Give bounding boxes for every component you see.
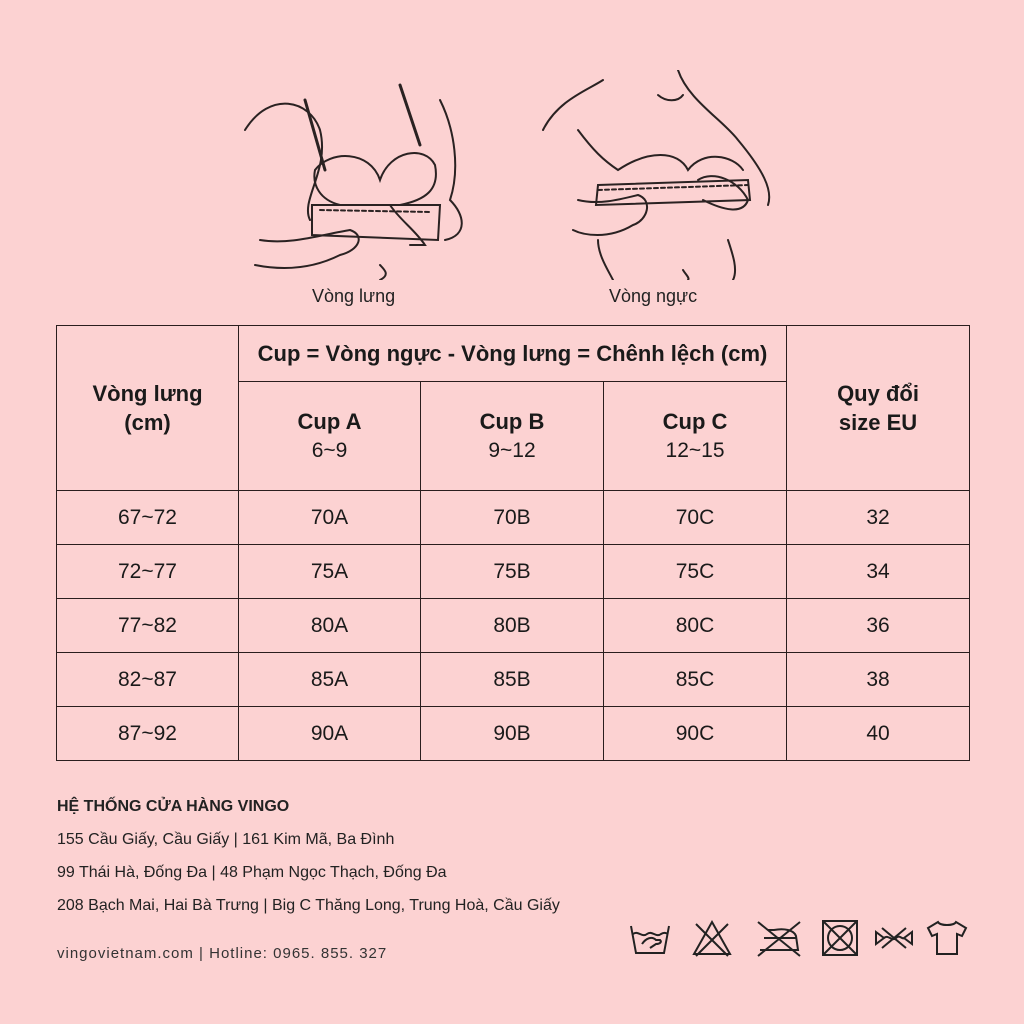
back-size-cell: 87~92 (57, 707, 239, 761)
contact-footer: vingovietnam.com | Hotline: 0965. 855. 327 (57, 945, 388, 962)
cup-b-cell: 75B (421, 545, 604, 599)
no-wring-icon (872, 918, 916, 963)
eu-size-cell: 40 (787, 707, 970, 761)
cup-c-cell: 75C (604, 545, 787, 599)
eu-size-cell: 32 (787, 491, 970, 545)
table-row (57, 653, 970, 707)
cup-c-header (604, 382, 787, 491)
back-size-header-text: Vòng lưng (cm) (92, 381, 203, 435)
table-row (57, 545, 970, 599)
cup-a-cell: 85A (239, 653, 421, 707)
cup-b-cell: 90B (421, 707, 604, 761)
cup-b-cell: 80B (421, 599, 604, 653)
cup-c-cell: 80C (604, 599, 787, 653)
bust-measure-illustration (538, 70, 778, 280)
back-size-cell: 82~87 (57, 653, 239, 707)
cup-a-cell: 75A (239, 545, 421, 599)
back-measure-illustration (240, 70, 480, 280)
table-row (57, 599, 970, 653)
cup-b-range: 9~12 (488, 439, 536, 462)
cup-b-header (421, 382, 604, 491)
cup-a-cell: 90A (239, 707, 421, 761)
cup-c-cell: 90C (604, 707, 787, 761)
hand-wash-icon (628, 918, 672, 963)
eu-size-cell: 34 (787, 545, 970, 599)
back-size-cell: 77~82 (57, 599, 239, 653)
cup-c-cell: 85C (604, 653, 787, 707)
table-row (57, 491, 970, 545)
cup-a-cell: 70A (239, 491, 421, 545)
store-line: 208 Bạch Mai, Hai Bà Trưng | Big C Thăng Long, Trung Hoà, Cầu Giấy (57, 897, 560, 914)
no-bleach-icon (690, 918, 734, 963)
cup-a-cell: 80A (239, 599, 421, 653)
eu-size-cell: 36 (787, 599, 970, 653)
no-tumble-dry-icon (820, 918, 860, 963)
cup-a-range: 6~9 (311, 439, 348, 462)
cup-c-range: 12~15 (665, 439, 725, 462)
bust-caption: Vòng ngực (609, 286, 698, 306)
no-iron-icon (754, 918, 804, 963)
size-table (56, 325, 970, 761)
back-size-header (57, 326, 239, 491)
stores-title: HỆ THỐNG CỬA HÀNG VINGO (57, 798, 290, 815)
table-row (57, 707, 970, 761)
dry-flat-icon (924, 918, 970, 963)
eu-size-header-text: Quy đổi size EU (837, 381, 919, 435)
store-line: 99 Thái Hà, Đống Đa | 48 Phạm Ngọc Thạch, Đống Đa (57, 864, 447, 881)
back-caption: Vòng lưng (312, 286, 396, 306)
cup-b-cell: 70B (421, 491, 604, 545)
cup-c-cell: 70C (604, 491, 787, 545)
cup-b-name: Cup B (479, 409, 545, 434)
cup-a-header (239, 382, 421, 491)
eu-size-header (787, 326, 970, 491)
cup-b-cell: 85B (421, 653, 604, 707)
cup-a-name: Cup A (297, 409, 362, 434)
back-size-cell: 67~72 (57, 491, 239, 545)
store-line: 155 Cầu Giấy, Cầu Giấy | 161 Kim Mã, Ba Đình (57, 831, 395, 848)
cup-formula-header: Cup = Vòng ngực - Vòng lưng = Chênh lệch (cm) (239, 326, 787, 382)
eu-size-cell: 38 (787, 653, 970, 707)
cup-c-name: Cup C (662, 409, 728, 434)
back-size-cell: 72~77 (57, 545, 239, 599)
